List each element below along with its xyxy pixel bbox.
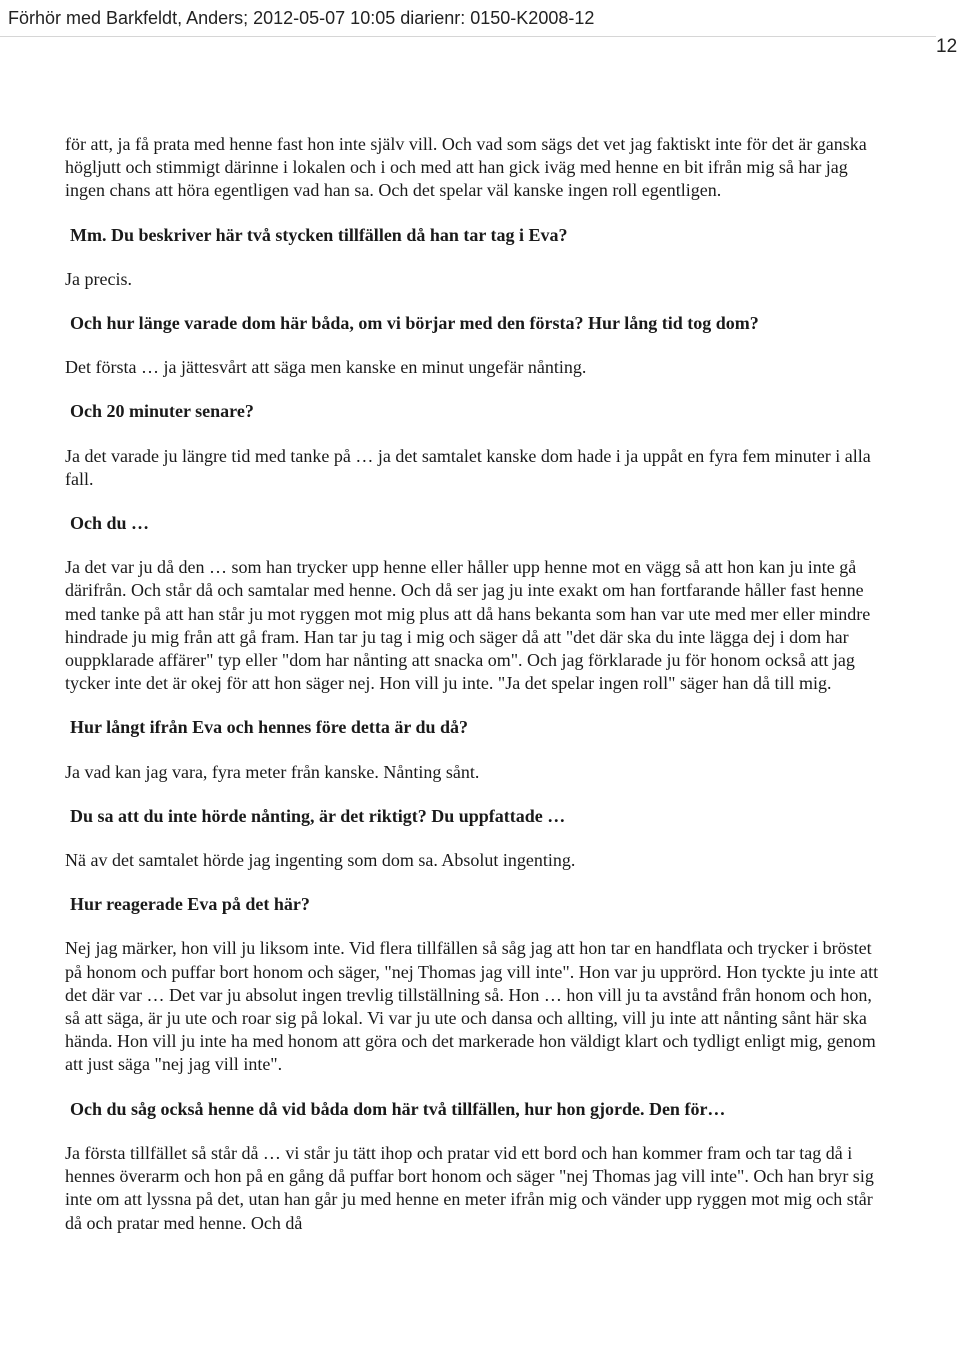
question-paragraph: Hur reagerade Eva på det här? xyxy=(70,894,310,915)
question-paragraph: Och du såg också henne då vid båda dom här två tillfällen, hur hon gjorde. Den för… xyxy=(70,1098,726,1119)
answer-paragraph: Nej jag märker, hon vill ju liksom inte. Vid flera tillfällen så såg jag att hon tar en handflata och trycker i bröstet på honom och puffar bort honom och säger, "nej Thomas jag vill inte". Hon var ju upprörd. Hon tyckte ju inte att det där var … Det var ju absolut ingen trevlig tillställning så. Hon … hon vill ju ta avstånd från honom och hon, så att säga, är ju ute och roar sig på lokal. Vi var ju ute och dansa och allting, vill ju inte att nånting sånt här ska hända. Hon vill ju inte ha med honom att göra och det markerade hon väldigt klart och tydligt enligt mig, genom att just säga "nej jag vill inte". xyxy=(65,938,879,1075)
question-paragraph: Hur långt ifrån Eva och hennes före detta är du då? xyxy=(70,717,469,738)
answer-paragraph: Ja första tillfället så står då … vi står ju tätt ihop och pratar vid ett bord och han kommer fram och tar tag då i hennes överarm och hon på en gång då puffar bort honom och säger "nej Thomas jag vill inte". Och han bryr sig inte om att lyssna på det, utan han går ju med henne en meter ifrån mig och vänder upp ryggen mot mig och står då och pratar med henne. Och då xyxy=(65,1142,874,1233)
question-paragraph: Och 20 minuter senare? xyxy=(70,401,254,422)
transcript-body xyxy=(65,133,885,1256)
answer-paragraph: Det första … ja jättesvårt att säga men kanske en minut ungefär nånting. xyxy=(65,357,587,378)
document-header xyxy=(0,0,936,37)
answer-paragraph: Ja det var ju då den … som han trycker upp henne eller håller upp henne mot en vägg så att hon kan ju inte gå därifrån. Och står då och samtalar med henne. Och då ser jag ju inte exakt om han fortfarande håller fast henne med tanke på att han står ju mot ryggen mot mig plus att då hans bekanta som han var ute med mer eller mindre hindrade ju mig från att gå fram. Han tar ju tag i mig och säger då att "det där ska du inte lägga dej i dom har ouppklarade affärer" typ eller "dom har nånting att snacka om". Och jag förklarade ju för honom också att jag tycker inte det är okej för att hon säger nej. Hon vill ju inte. "Ja det spelar ingen roll" säger han då till mig. xyxy=(65,557,871,694)
question-paragraph: Mm. Du beskriver här två stycken tillfällen då han tar tag i Eva? xyxy=(70,224,568,245)
page-number: 12 xyxy=(936,36,958,57)
answer-paragraph: Ja det varade ju längre tid med tanke på … ja det samtalet kanske dom hade i ja uppåt en fyra fem minuter i alla fall. xyxy=(65,445,871,489)
header-title: Förhör med Barkfeldt, Anders; 2012-05-07 10:05 diarienr: 0150-K2008-12 xyxy=(8,8,595,28)
answer-paragraph: Nä av det samtalet hörde jag ingenting som dom sa. Absolut ingenting. xyxy=(65,850,576,871)
answer-paragraph: för att, ja få prata med henne fast hon inte själv vill. Och vad som sägs det vet jag faktiskt inte för det är ganska högljutt och stimmigt därinne i lokalen och i och med att han gick iväg med henne en bit ifrån mig så har jag ingen chans att höra egentligen vad han sa. Och det spelar väl kanske ingen roll egentligen. xyxy=(65,134,867,201)
question-paragraph: Och hur länge varade dom här båda, om vi börjar med den första? Hur lång tid tog dom? xyxy=(70,313,759,334)
answer-paragraph: Ja vad kan jag vara, fyra meter från kanske. Nånting sånt. xyxy=(65,761,480,782)
answer-paragraph: Ja precis. xyxy=(65,268,132,289)
question-paragraph: Och du … xyxy=(70,513,150,534)
question-paragraph: Du sa att du inte hörde nånting, är det riktigt? Du uppfattade … xyxy=(70,805,566,826)
